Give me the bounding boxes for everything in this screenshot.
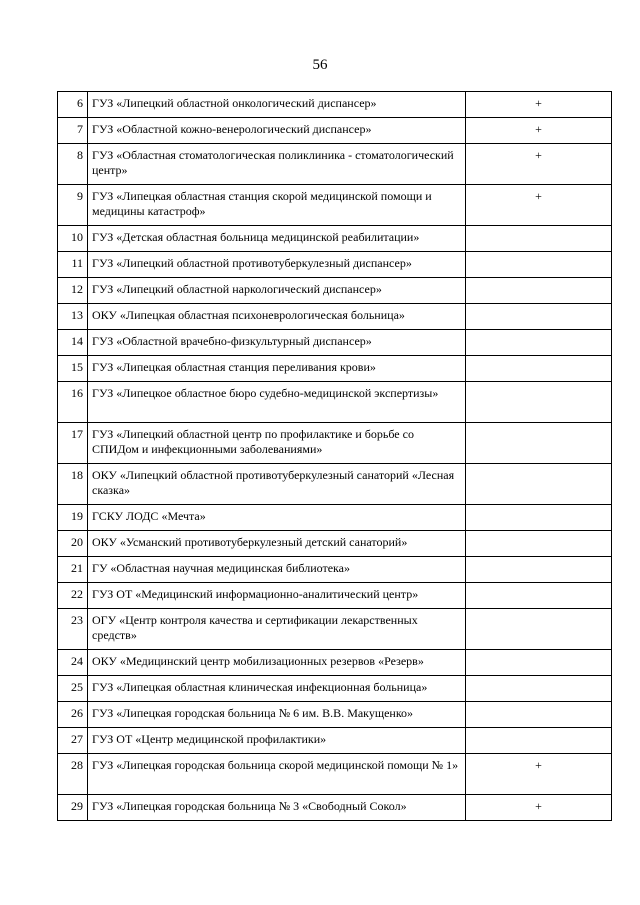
table-row bbox=[58, 185, 612, 226]
row-number: 16 bbox=[58, 382, 88, 423]
row-mark bbox=[466, 702, 612, 728]
table-row bbox=[58, 304, 612, 330]
table-row bbox=[58, 557, 612, 583]
row-number: 15 bbox=[58, 356, 88, 382]
row-mark bbox=[466, 728, 612, 754]
row-number: 20 bbox=[58, 531, 88, 557]
row-mark bbox=[466, 650, 612, 676]
row-number: 8 bbox=[58, 144, 88, 185]
institution-name: ОКУ «Липецкий областной противотуберкулезный санаторий «Лесная сказка» bbox=[88, 464, 466, 505]
table-row bbox=[58, 464, 612, 505]
row-number: 7 bbox=[58, 118, 88, 144]
row-number: 25 bbox=[58, 676, 88, 702]
row-number: 14 bbox=[58, 330, 88, 356]
institution-name: ГУЗ «Областной кожно-венерологический диспансер» bbox=[88, 118, 466, 144]
table-row bbox=[58, 356, 612, 382]
table-row bbox=[58, 92, 612, 118]
row-mark bbox=[466, 583, 612, 609]
row-number: 23 bbox=[58, 609, 88, 650]
row-number: 29 bbox=[58, 795, 88, 821]
institution-name: ГУЗ «Липецкая городская больница № 6 им. В.В. Макущенко» bbox=[88, 702, 466, 728]
row-number: 12 bbox=[58, 278, 88, 304]
row-mark bbox=[466, 464, 612, 505]
institution-name: ГСКУ ЛОДС «Мечта» bbox=[88, 505, 466, 531]
institution-name: ГУЗ «Областной врачебно-физкультурный диспансер» bbox=[88, 330, 466, 356]
table-row bbox=[58, 252, 612, 278]
table-row bbox=[58, 118, 612, 144]
institution-name: ГУЗ «Липецкая областная клиническая инфекционная больница» bbox=[88, 676, 466, 702]
row-number: 10 bbox=[58, 226, 88, 252]
institution-name: ГУЗ «Липецкая областная станция переливания крови» bbox=[88, 356, 466, 382]
institution-name: ГУЗ «Липецкое областное бюро судебно-медицинской экспертизы» bbox=[88, 382, 466, 423]
table-row bbox=[58, 505, 612, 531]
institution-name: ОКУ «Медицинский центр мобилизационных резервов «Резерв» bbox=[88, 650, 466, 676]
row-number: 26 bbox=[58, 702, 88, 728]
row-number: 22 bbox=[58, 583, 88, 609]
row-mark bbox=[466, 356, 612, 382]
row-mark bbox=[466, 252, 612, 278]
row-number: 18 bbox=[58, 464, 88, 505]
table-row bbox=[58, 609, 612, 650]
row-mark bbox=[466, 557, 612, 583]
institution-name: ГУЗ «Детская областная больница медицинской реабилитации» bbox=[88, 226, 466, 252]
institution-name: ГУЗ ОТ «Медицинский информационно-аналитический центр» bbox=[88, 583, 466, 609]
row-mark bbox=[466, 423, 612, 464]
row-mark bbox=[466, 505, 612, 531]
row-number: 9 bbox=[58, 185, 88, 226]
row-mark bbox=[466, 609, 612, 650]
institution-name: ГУЗ «Липецкий областной онкологический диспансер» bbox=[88, 92, 466, 118]
row-number: 24 bbox=[58, 650, 88, 676]
page-number: 56 bbox=[312, 57, 328, 73]
table-row bbox=[58, 728, 612, 754]
table-row bbox=[58, 754, 612, 795]
row-mark: + bbox=[466, 144, 612, 185]
institution-name: ГУЗ «Липецкая городская больница скорой медицинской помощи № 1» bbox=[88, 754, 466, 795]
row-number: 21 bbox=[58, 557, 88, 583]
row-number: 28 bbox=[58, 754, 88, 795]
table-row bbox=[58, 531, 612, 557]
institution-name: ГУЗ «Липецкий областной противотуберкулезный диспансер» bbox=[88, 252, 466, 278]
row-mark: + bbox=[466, 795, 612, 821]
institution-name: ОКУ «Липецкая областная психоневрологическая больница» bbox=[88, 304, 466, 330]
row-mark: + bbox=[466, 185, 612, 226]
table-row bbox=[58, 423, 612, 464]
row-mark bbox=[466, 226, 612, 252]
table-row bbox=[58, 795, 612, 821]
row-mark bbox=[466, 278, 612, 304]
row-mark bbox=[466, 676, 612, 702]
institution-name: ГУЗ «Липецкий областной наркологический диспансер» bbox=[88, 278, 466, 304]
institutions-table bbox=[57, 91, 612, 821]
table-row bbox=[58, 676, 612, 702]
row-number: 27 bbox=[58, 728, 88, 754]
row-number: 19 bbox=[58, 505, 88, 531]
institution-name: ОГУ «Центр контроля качества и сертификации лекарственных средств» bbox=[88, 609, 466, 650]
table-row bbox=[58, 382, 612, 423]
table-row bbox=[58, 144, 612, 185]
row-mark: + bbox=[466, 92, 612, 118]
institution-name: ГУЗ «Областная стоматологическая поликлиника - стоматологический центр» bbox=[88, 144, 466, 185]
row-mark: + bbox=[466, 754, 612, 795]
row-mark bbox=[466, 304, 612, 330]
row-mark bbox=[466, 531, 612, 557]
table-row bbox=[58, 702, 612, 728]
institution-name: ОКУ «Усманский противотуберкулезный детский санаторий» bbox=[88, 531, 466, 557]
row-number: 6 bbox=[58, 92, 88, 118]
institution-name: ГУЗ «Липецкая областная станция скорой медицинской помощи и медицины катастроф» bbox=[88, 185, 466, 226]
row-mark: + bbox=[466, 118, 612, 144]
table-row bbox=[58, 226, 612, 252]
institution-name: ГУ «Областная научная медицинская библиотека» bbox=[88, 557, 466, 583]
table-row bbox=[58, 583, 612, 609]
institution-name: ГУЗ «Липецкая городская больница № 3 «Свободный Сокол» bbox=[88, 795, 466, 821]
row-number: 11 bbox=[58, 252, 88, 278]
table-row bbox=[58, 278, 612, 304]
table-row bbox=[58, 330, 612, 356]
row-mark bbox=[466, 382, 612, 423]
table-row bbox=[58, 650, 612, 676]
row-number: 17 bbox=[58, 423, 88, 464]
institution-name: ГУЗ ОТ «Центр медицинской профилактики» bbox=[88, 728, 466, 754]
institution-name: ГУЗ «Липецкий областной центр по профилактике и борьбе со СПИДом и инфекционными заболеваниями» bbox=[88, 423, 466, 464]
row-number: 13 bbox=[58, 304, 88, 330]
row-mark bbox=[466, 330, 612, 356]
